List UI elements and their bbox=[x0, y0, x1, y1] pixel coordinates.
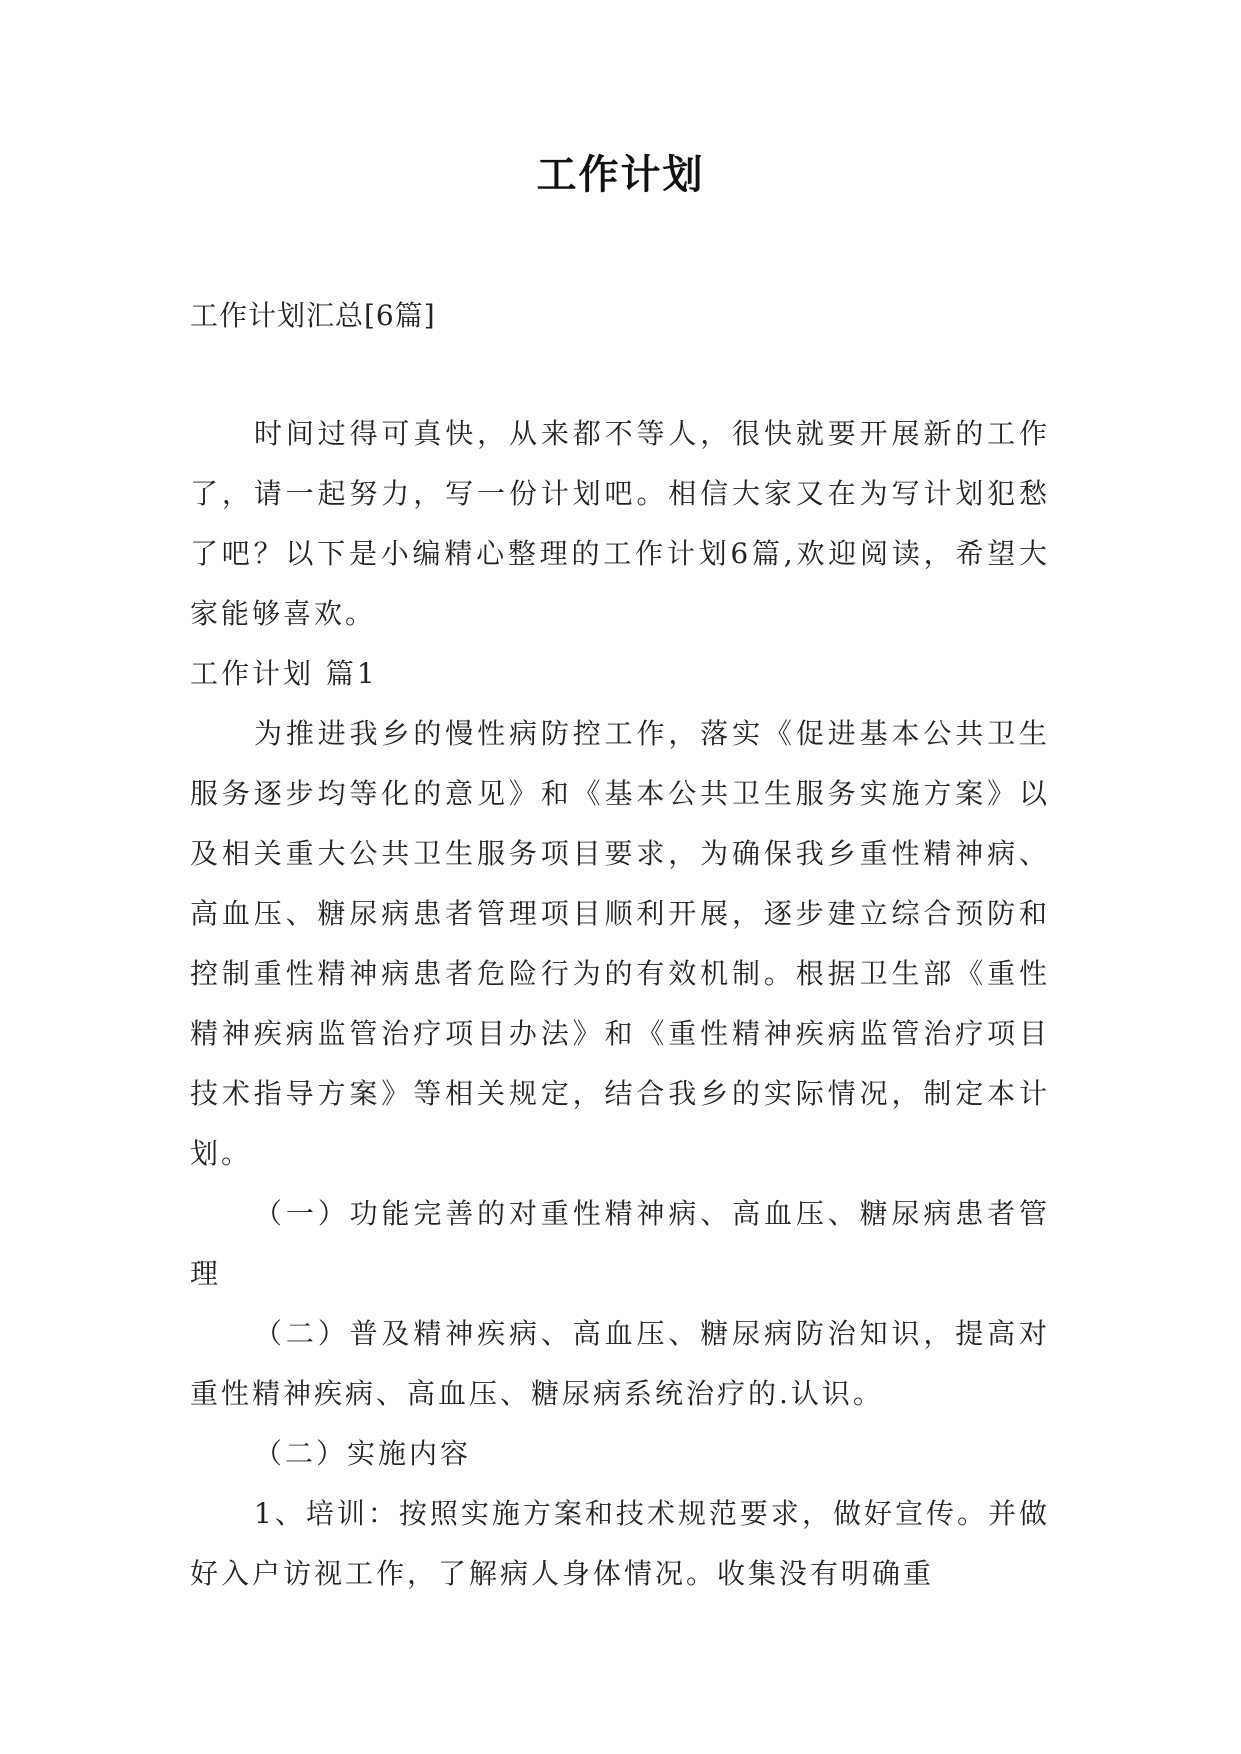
list-item: （二）普及精神疾病、高血压、糖尿病防治知识，提高对重性精神疾病、高血压、糖尿病系统治疗的.认识。 bbox=[190, 1317, 1050, 1410]
body-paragraph: 1、培训：按照实施方案和技术规范要求，做好宣传。并做好入户访视工作，了解病人身体情况。收集没有明确重 bbox=[190, 1497, 1050, 1590]
document-body bbox=[190, 404, 1050, 1604]
section-heading: 工作计划 篇1 bbox=[190, 657, 378, 690]
document-subtitle: 工作计划汇总[6篇] bbox=[190, 299, 436, 332]
document-title: 工作计划 bbox=[536, 152, 705, 198]
body-paragraph: 为推进我乡的慢性病防控工作，落实《促进基本公共卫生服务逐步均等化的意见》和《基本公共卫生服务实施方案》以及相关重大公共卫生服务项目要求，为确保我乡重性精神病、高血压、糖尿病患者管理项目顺利开展，逐步建立综合预防和控制重性精神病患者危险行为的有效机制。根据卫生部《重性精神疾病监管治疗项目办法》和《重性精神疾病监管治疗项目技术指导方案》等相关规定，结合我乡的实际情况，制定本计划。 bbox=[190, 717, 1050, 1170]
intro-paragraph: 时间过得可真快，从来都不等人，很快就要开展新的工作了，请一起努力，写一份计划吧。相信大家又在为写计划犯愁了吧？以下是小编精心整理的工作计划6篇,欢迎阅读，希望大家能够喜欢。 bbox=[190, 417, 1050, 630]
list-item: （一）功能完善的对重性精神病、高血压、糖尿病患者管理 bbox=[190, 1197, 1050, 1290]
subsection-heading: （二）实施内容 bbox=[254, 1437, 472, 1470]
